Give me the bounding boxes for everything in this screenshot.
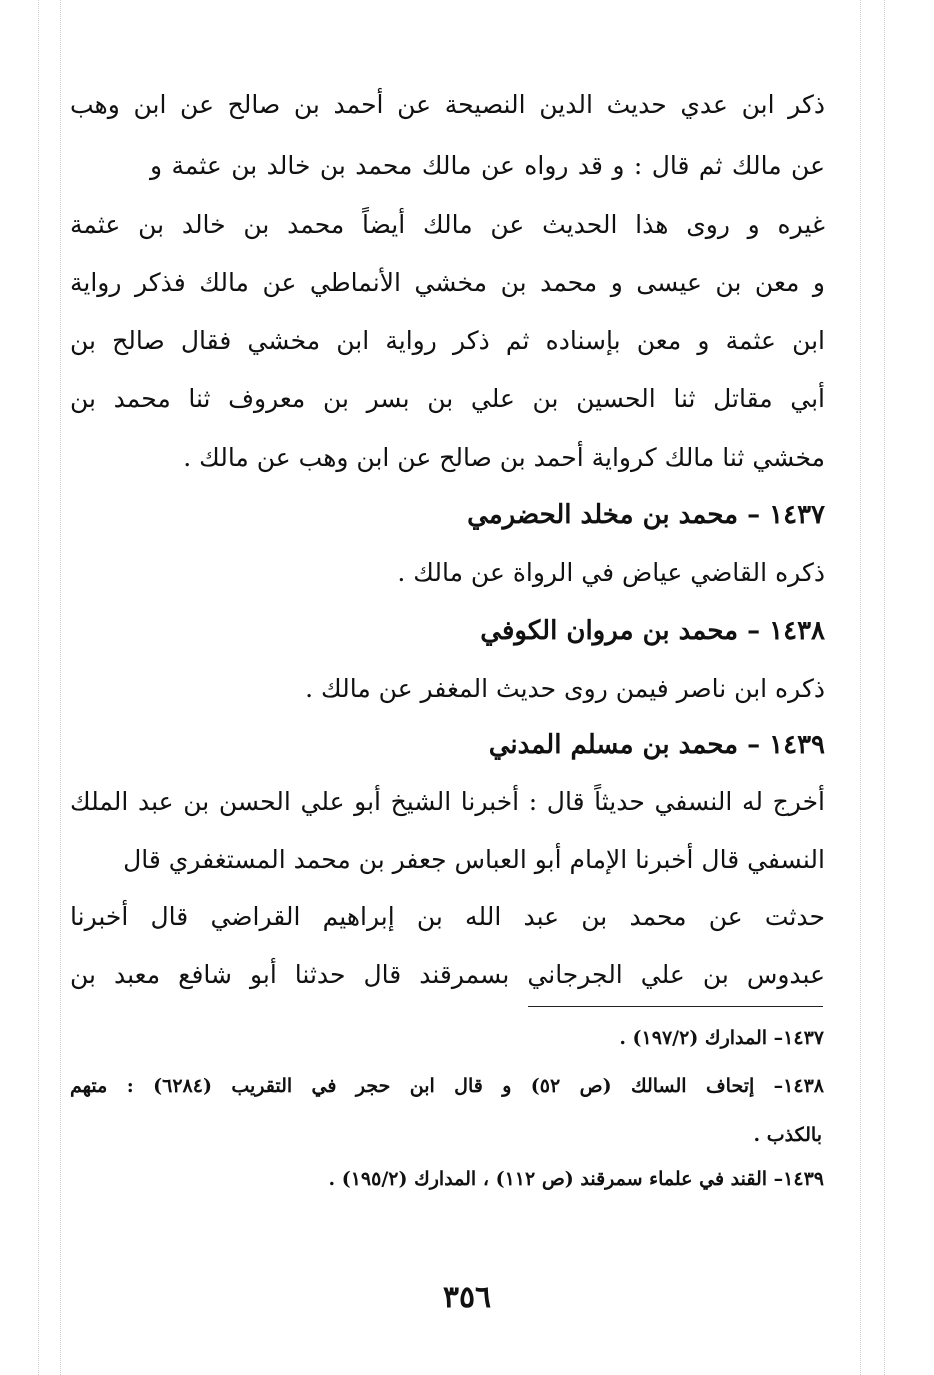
footnote: ١٤٣٧– المدارك (١٩٧/٢) . [619, 1027, 824, 1049]
scan-artifact-line [860, 0, 861, 1375]
text-line: عن مالك ثم قال : و قد رواه عن مالك محمد بن خالد بن عثمة و [150, 151, 825, 180]
text-line: ابن عثمة و معن بإسناده ثم ذكر رواية ابن مخشي فقال صالح بن [70, 326, 825, 355]
text-line: النسفي قال أخبرنا الإمام أبو العباس جعفر بن محمد المستغفري قال [123, 845, 825, 874]
entry-heading: ١٤٣٧ – محمد بن مخلد الحضرمي [467, 500, 825, 530]
text-line: عبدوس بن علي الجرجاني بسمرقند قال حدثنا أبو شافع معبد بن [70, 960, 825, 989]
text-line: حدثت عن محمد بن عبد الله بن إبراهيم القراضي قال أخبرنا [70, 902, 825, 931]
scan-artifact-line [884, 0, 885, 1375]
text-line: أبي مقاتل ثنا الحسين بن علي بن بسر بن معروف ثنا محمد بن [70, 384, 825, 413]
footnote: ١٤٣٩– القند في علماء سمرقند (ص ١١٢) ، المدارك (١٩٥/٢) . [328, 1168, 824, 1190]
text-line: ذكر ابن عدي حديث الدين النصيحة عن أحمد بن صالح عن ابن وهب [70, 90, 825, 119]
text-line: غيره و روى هذا الحديث عن مالك أيضاً محمد بن خالد بن عثمة [70, 210, 825, 239]
page-number: ٣٥٦ [442, 1280, 492, 1315]
main-text [70, 85, 825, 1005]
footnote: ١٤٣٨– إتحاف السالك (ص ٥٢) و قال ابن حجر في التقريب (٦٢٨٤) : متهم [70, 1075, 824, 1097]
footnote: بالكذب . [753, 1124, 822, 1146]
footnote-separator [528, 1006, 823, 1007]
text-line: و معن بن عيسى و محمد بن مخشي الأنماطي عن مالك فذكر رواية [70, 268, 825, 297]
scan-artifact-line [60, 0, 61, 1375]
text-line: مخشي ثنا مالك كرواية أحمد بن صالح عن ابن وهب عن مالك . [183, 443, 825, 472]
entry-heading: ١٤٣٨ – محمد بن مروان الكوفي [480, 616, 825, 646]
scan-artifact-line [38, 0, 39, 1375]
entry-text: ذكره ابن ناصر فيمن روى حديث المغفر عن مالك . [305, 674, 825, 703]
entry-text: ذكره القاضي عياض في الرواة عن مالك . [397, 558, 825, 587]
entry-heading: ١٤٣٩ – محمد بن مسلم المدني [488, 730, 825, 760]
text-line: أخرج له النسفي حديثاً قال : أخبرنا الشيخ أبو علي الحسن بن عبد الملك [70, 787, 825, 816]
